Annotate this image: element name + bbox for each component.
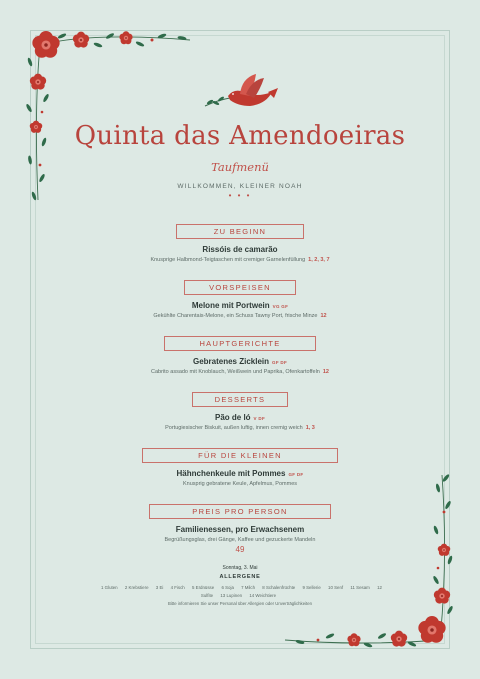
dish-title: Rissóis de camarão: [202, 245, 278, 254]
allergen-numbers: 12: [320, 313, 327, 319]
allergen-numbers: 1, 3: [305, 425, 315, 431]
desc-text: Begrüßungsglas, drei Gänge, Kaffee und gezuckerte Mandeln: [164, 537, 316, 543]
allergen-numbers: 12: [322, 369, 329, 375]
welcome-line: WILLKOMMEN, KLEINER NOAH: [177, 183, 303, 190]
allergen-item: 4 Fisch: [170, 585, 185, 590]
section-heading-fuer-die-kleinen: FÜR DIE KLEINEN: [142, 448, 338, 463]
dish-title: Hähnchenkeule mit Pommes: [176, 469, 286, 478]
allergen-item: 14 Weichtiere: [249, 593, 277, 598]
allergen-item: 12 Sulfite: [200, 585, 382, 598]
dish-description: [0, 257, 480, 263]
menu-subtitle: Taufmenü: [211, 160, 269, 174]
allergy-note: Bitte informieren Sie unser Personal über Allergien oder Unverträglichkeiten: [167, 601, 313, 606]
diet-tags: V DF: [253, 416, 265, 421]
section-heading-preis: PREIS PRO PERSON: [149, 504, 331, 519]
dish-title: Gebratenes Zicklein: [192, 357, 270, 366]
price-value: 49: [235, 545, 245, 554]
allergen-item: 5 Erdnüsse: [191, 585, 215, 590]
dish-description: [0, 537, 480, 543]
allergen-item: 10 Senf: [328, 585, 344, 590]
page-title: Quinta das Amendoeiras: [74, 121, 406, 151]
divider-dots: • • •: [228, 191, 252, 200]
diet-tags: GF DF: [288, 472, 304, 477]
event-date: Sonntag, 3. Mai: [222, 565, 258, 571]
desc-text: Cabrito assado mit Knoblauch, Weißwein und Paprika, Ofenkartoffeln: [151, 369, 320, 375]
desc-text: Knusprig gebratene Keule, Apfelmus, Pommes: [182, 481, 298, 487]
section-heading-vorspeisen: VORSPEISEN: [184, 280, 296, 295]
dish-description: [0, 481, 480, 487]
dish-title: Melone mit Portwein: [191, 301, 270, 310]
allergen-item: 1 Gluten: [101, 585, 118, 590]
dish-name: [0, 525, 480, 534]
dove-icon: [200, 70, 280, 115]
dish-description: [0, 313, 480, 319]
section-heading-zu-beginn: ZU BEGINN: [176, 224, 304, 239]
desc-text: Knusprige Halbmond-Teigtaschen mit cremiger Garnelenfüllung: [150, 257, 306, 263]
allergen-item: 8 Schalenfrüchte: [262, 585, 296, 590]
allergen-item: 9 Sellerie: [302, 585, 321, 590]
dish-name: [0, 469, 480, 478]
dish-description: [0, 425, 480, 431]
allergens-heading: ALLERGENE: [219, 574, 261, 580]
allergen-item: 11 Sesam: [350, 585, 370, 590]
allergen-item: 2 Krebstiere: [124, 585, 149, 590]
dish-name: [0, 301, 480, 310]
section-heading-hauptgerichte: HAUPTGERICHTE: [164, 336, 316, 351]
allergen-item: 13 Lupinen: [220, 593, 243, 598]
diet-tags: GF DF: [272, 360, 288, 365]
section-heading-desserts: DESSERTS: [192, 392, 288, 407]
allergen-item: 6 Soja: [221, 585, 234, 590]
dish-name: [0, 357, 480, 366]
desc-text: Gekühlte Charentais-Melone, ein Schuss Tawny Port, frische Minze: [153, 313, 318, 319]
dish-name: [0, 245, 480, 254]
allergens-list: [95, 584, 385, 600]
desc-text: Portugiesischer Biskuit, außen luftig, innen cremig weich: [165, 425, 303, 431]
allergen-item: 3 Ei: [155, 585, 164, 590]
allergen-numbers: 1, 2, 3, 7: [308, 257, 330, 263]
dish-name: [0, 413, 480, 422]
diet-tags: VG GF: [272, 304, 289, 309]
dish-title: Pão de ló: [214, 413, 251, 422]
dish-title: Familienessen, pro Erwachsenem: [175, 525, 305, 534]
allergen-item: 7 Milch: [241, 585, 256, 590]
dish-description: [0, 369, 480, 375]
